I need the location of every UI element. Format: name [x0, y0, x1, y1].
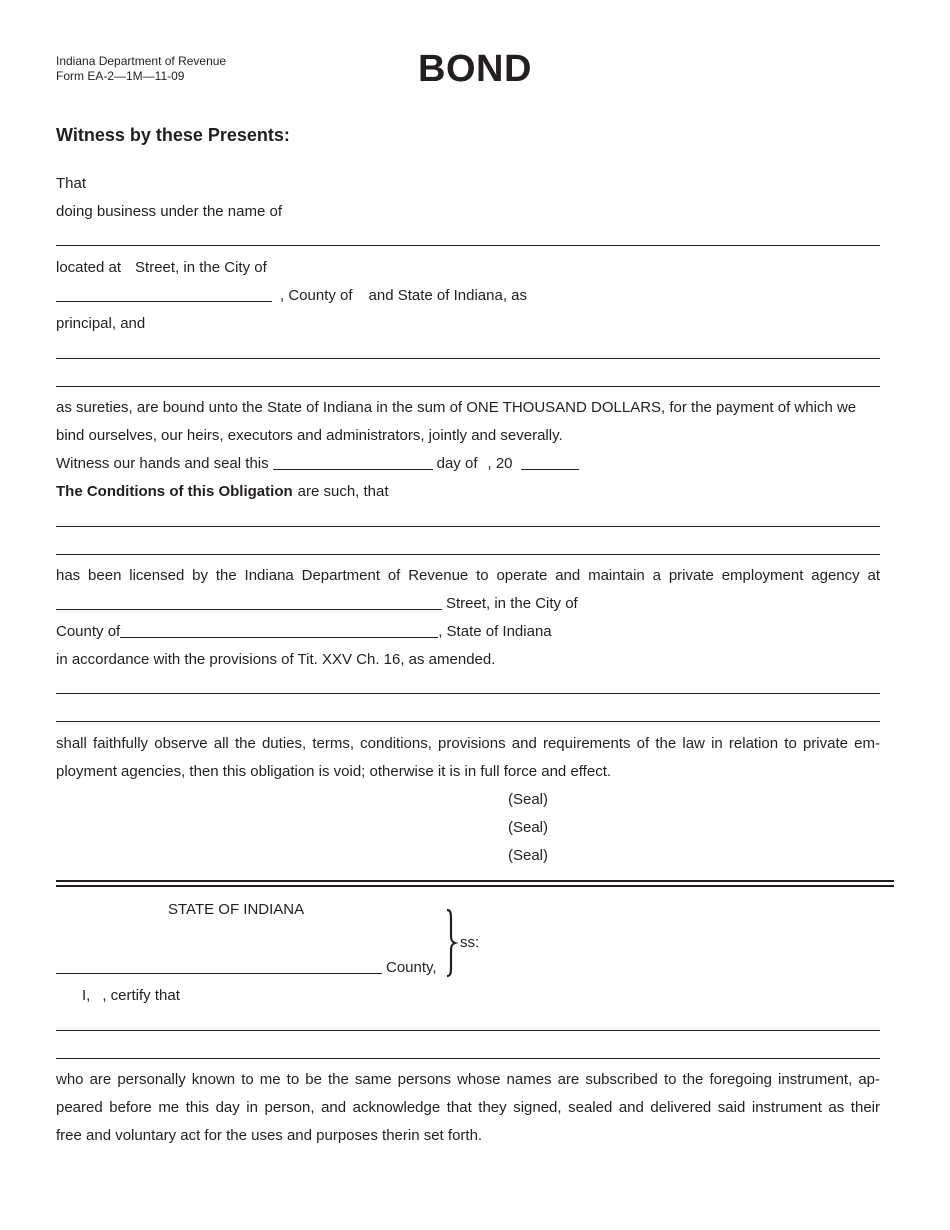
licensed-text-line: has been licensed by the Indiana Department of Revenue to operate and maintain a private employment agency at [56, 567, 880, 584]
county-of2-label: County of [56, 623, 121, 640]
location-row [56, 259, 880, 277]
agency-street-field[interactable] [56, 595, 442, 610]
ss-label: ss: [460, 934, 480, 951]
certify-label: , certify that [102, 987, 180, 1004]
blank-line-1[interactable] [56, 693, 880, 694]
that-row [56, 175, 880, 193]
notary-county-label: County, [386, 959, 437, 976]
known-text-line-2: peared before me this day in person, and acknowledge that they signed, sealed and delivered said instrument as their [56, 1099, 880, 1116]
that-label: That [56, 175, 87, 192]
sureties-text-line-2: bind ourselves, our heirs, executors and administrators, jointly and severally. [56, 427, 563, 444]
section-divider [56, 880, 894, 887]
dba-label: doing business under the name of [56, 203, 282, 220]
dba-row [56, 203, 880, 221]
notary-state-label: STATE OF INDIANA [168, 901, 305, 918]
known-text-line-3: free and voluntary act for the uses and purposes therin set forth. [56, 1127, 483, 1144]
street-city-label: Street, in the City of [135, 259, 267, 276]
agency-name-field-3[interactable] [56, 554, 880, 555]
surety-name-field-2[interactable] [56, 358, 880, 359]
agency-street-city-label: Street, in the City of [446, 595, 578, 612]
business-name-field-2[interactable] [56, 245, 880, 246]
principal-row [56, 315, 880, 333]
state-indiana-label: , State of Indiana [438, 623, 552, 640]
seal-label-1: (Seal) [508, 791, 549, 808]
year-prefix-label: , 20 [487, 455, 513, 472]
observe-text-line-1: shall faithfully observe all the duties, terms, conditions, provisions and requirements of the law in relation to private em- [56, 735, 880, 752]
accordance-text: in accordance with the provisions of Tit. XXV Ch. 16, as amended. [56, 651, 496, 668]
seal-signature-row-1 [504, 791, 880, 809]
seal-signature-row-2 [504, 819, 880, 837]
seal-label-3: (Seal) [508, 847, 549, 864]
witness-heading: Witness by these Presents: [56, 125, 290, 145]
seal-label-2: (Seal) [508, 819, 549, 836]
city-field[interactable] [56, 287, 272, 302]
agency-county-row [56, 623, 880, 641]
surety-name-field-3[interactable] [56, 386, 880, 387]
state-as-label: and State of Indiana, as [368, 287, 527, 304]
known-text-line-1: who are personally known to me to be the same persons whose names are subscribed to the foregoing instrument, ap- [56, 1071, 880, 1088]
seal-signature-row-3 [504, 847, 880, 865]
blank-line-2[interactable] [56, 721, 880, 722]
agency-street-row [56, 595, 880, 613]
day-field[interactable] [273, 455, 433, 470]
notary-county-row [56, 959, 446, 977]
located-at-label: located at [56, 259, 122, 276]
notary-i-row [82, 987, 880, 1005]
observe-text-line-2: ployment agencies, then this obligation is void; otherwise it is in full force and effect. [56, 763, 612, 780]
day-of-label: day of [436, 455, 478, 472]
form-id: Form EA-2—1M—11-09 [56, 69, 185, 83]
conditions-row [56, 483, 880, 501]
department-name: Indiana Department of Revenue [56, 54, 227, 68]
notary-blank-line-1[interactable] [56, 1030, 880, 1031]
witness-hands-row [56, 455, 880, 473]
notary-i-label: I, [82, 987, 91, 1004]
county-of-label: , County of [280, 287, 353, 304]
conditions-bold-label: The Conditions of this Obligation [56, 483, 293, 500]
witness-hands-label: Witness our hands and seal this [56, 455, 269, 472]
notary-county-field[interactable] [56, 959, 382, 974]
year-field[interactable] [521, 455, 579, 470]
city-county-row [56, 287, 882, 305]
conditions-rest-label: are such, that [297, 483, 389, 500]
page-title: BOND [418, 48, 532, 90]
agency-name-field-2[interactable] [56, 526, 880, 527]
notary-blank-line-2[interactable] [56, 1058, 880, 1059]
principal-and-label: principal, and [56, 315, 146, 332]
agency-county-field[interactable] [120, 623, 438, 638]
sureties-text-line-1: as sureties, are bound unto the State of Indiana in the sum of ONE THOUSAND DOLLARS, for the payment of which we [56, 399, 857, 416]
